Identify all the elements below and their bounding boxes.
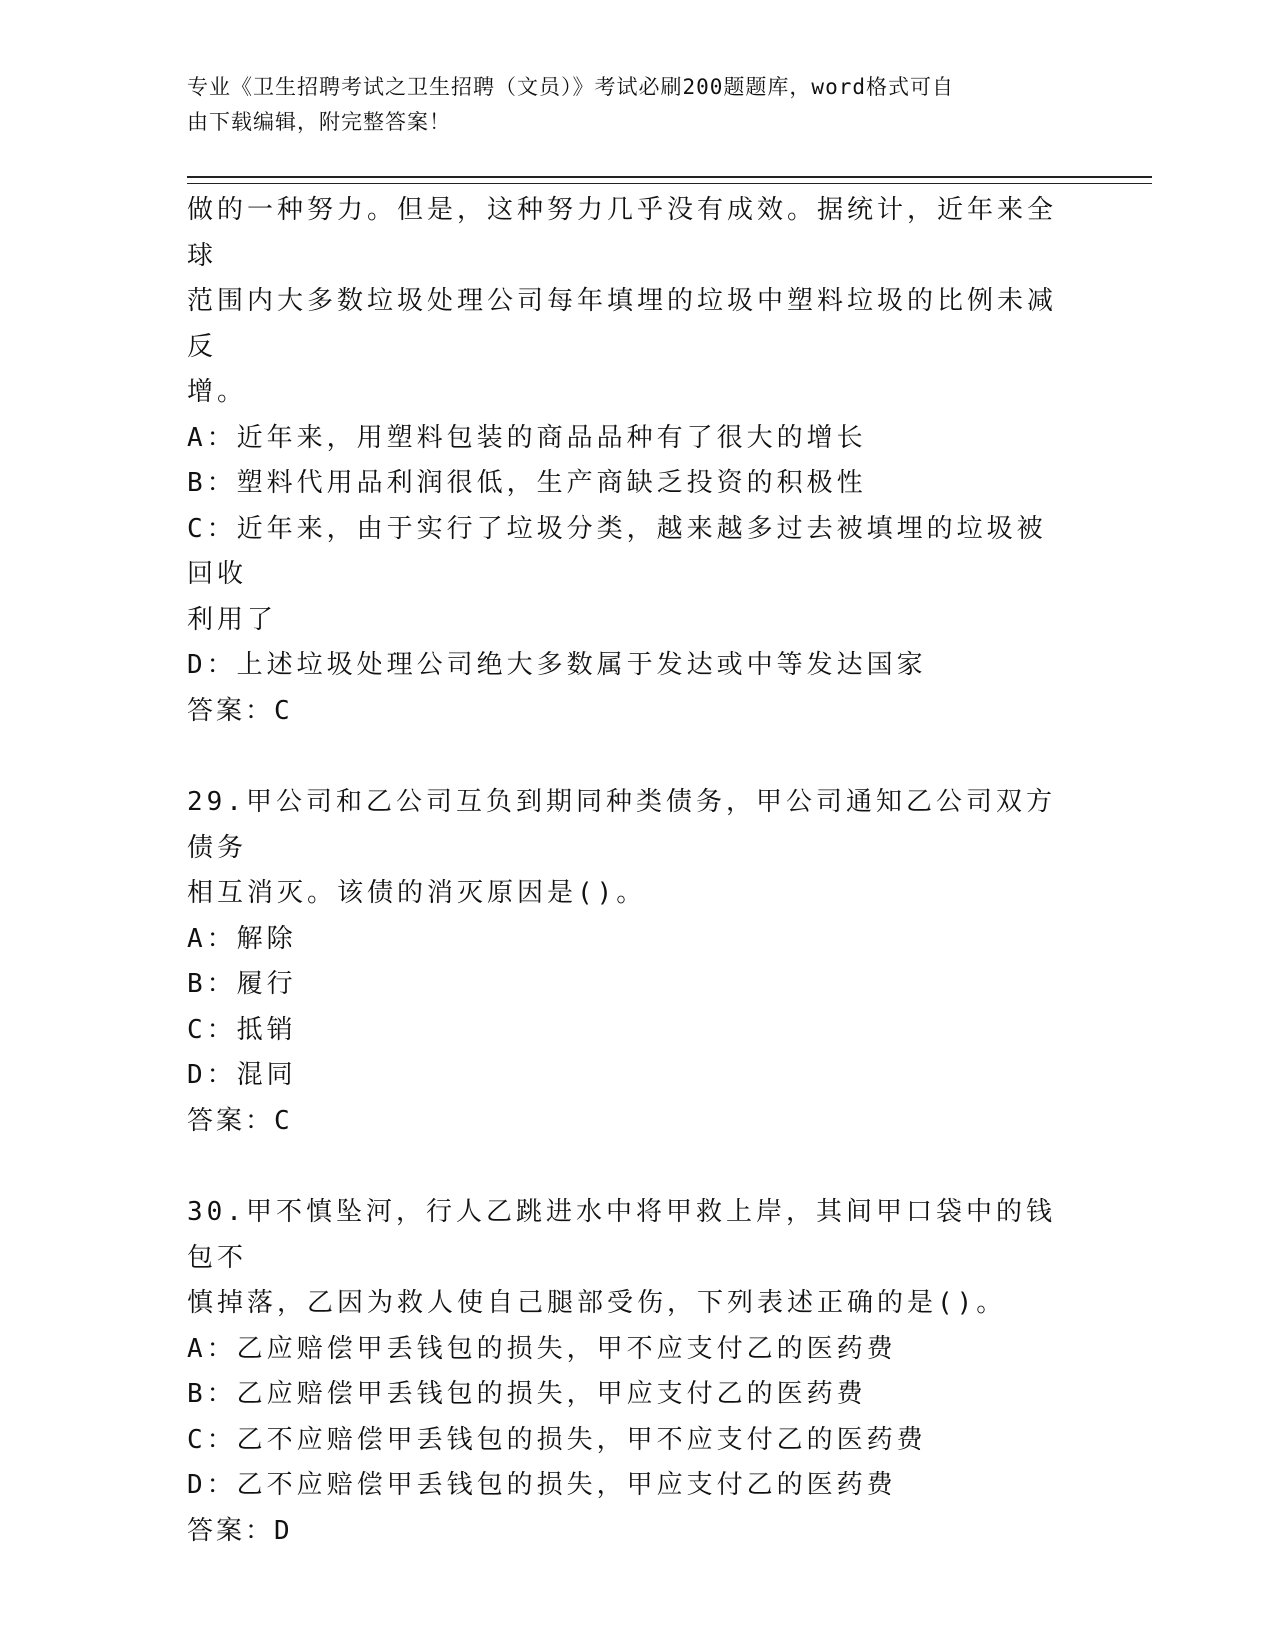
option-b: B：履行 bbox=[187, 969, 297, 999]
option-d: D：上述垃圾处理公司绝大多数属于发达或中等发达国家 bbox=[187, 650, 927, 680]
question-spacer bbox=[187, 734, 1067, 780]
answer-line: 答案：C bbox=[187, 695, 293, 726]
question-stem-line: 29.甲公司和乙公司互负到期同种类债务，甲公司通知乙公司双方债务 bbox=[187, 787, 1056, 863]
question-stem-line: 范围内大多数垃圾处理公司每年填埋的垃圾中塑料垃圾的比例未减反 bbox=[187, 286, 1058, 362]
answer-line: 答案：C bbox=[187, 1105, 293, 1136]
option-c-continued: 利用了 bbox=[187, 604, 278, 635]
question-spacer bbox=[187, 1144, 1067, 1190]
page-header bbox=[187, 70, 1087, 140]
page-content bbox=[187, 188, 1067, 1554]
question-stem-line: 增。 bbox=[187, 377, 248, 407]
question-continued bbox=[187, 188, 1067, 734]
option-b: B：乙应赔偿甲丢钱包的损失，甲应支付乙的医药费 bbox=[187, 1379, 867, 1409]
option-c: C：乙不应赔偿甲丢钱包的损失，甲不应支付乙的医药费 bbox=[187, 1424, 927, 1455]
option-c: C：近年来，由于实行了垃圾分类，越来越多过去被填埋的垃圾被回收 bbox=[187, 513, 1047, 589]
option-a: A：乙应赔偿甲丢钱包的损失，甲不应支付乙的医药费 bbox=[187, 1333, 897, 1364]
question-stem-line: 相互消灭。该债的消灭原因是()。 bbox=[187, 878, 647, 908]
question-stem-line: 慎掉落，乙因为救人使自己腿部受伤，下列表述正确的是()。 bbox=[187, 1288, 1007, 1318]
question-30 bbox=[187, 1190, 1067, 1554]
option-d: D：乙不应赔偿甲丢钱包的损失，甲应支付乙的医药费 bbox=[187, 1470, 897, 1500]
question-stem-line: 做的一种努力。但是，这种努力几乎没有成效。据统计，近年来全球 bbox=[187, 195, 1058, 271]
option-c: C：抵销 bbox=[187, 1014, 297, 1045]
option-d: D：混同 bbox=[187, 1060, 297, 1090]
header-title-line-1: 专业《卫生招聘考试之卫生招聘（文员）》考试必刷200题题库，word格式可自 bbox=[187, 75, 954, 99]
header-divider-thick bbox=[187, 176, 1152, 178]
question-stem-line: 30.甲不慎坠河，行人乙跳进水中将甲救上岸，其间甲口袋中的钱包不 bbox=[187, 1197, 1056, 1273]
header-title-line-2: 由下载编辑，附完整答案！ bbox=[187, 110, 451, 134]
option-a: A：解除 bbox=[187, 923, 297, 954]
header-divider-thin bbox=[187, 183, 1152, 184]
option-b: B：塑料代用品利润很低，生产商缺乏投资的积极性 bbox=[187, 468, 867, 498]
answer-line: 答案：D bbox=[187, 1515, 293, 1546]
question-29 bbox=[187, 780, 1067, 1144]
option-a: A：近年来，用塑料包装的商品品种有了很大的增长 bbox=[187, 422, 867, 453]
